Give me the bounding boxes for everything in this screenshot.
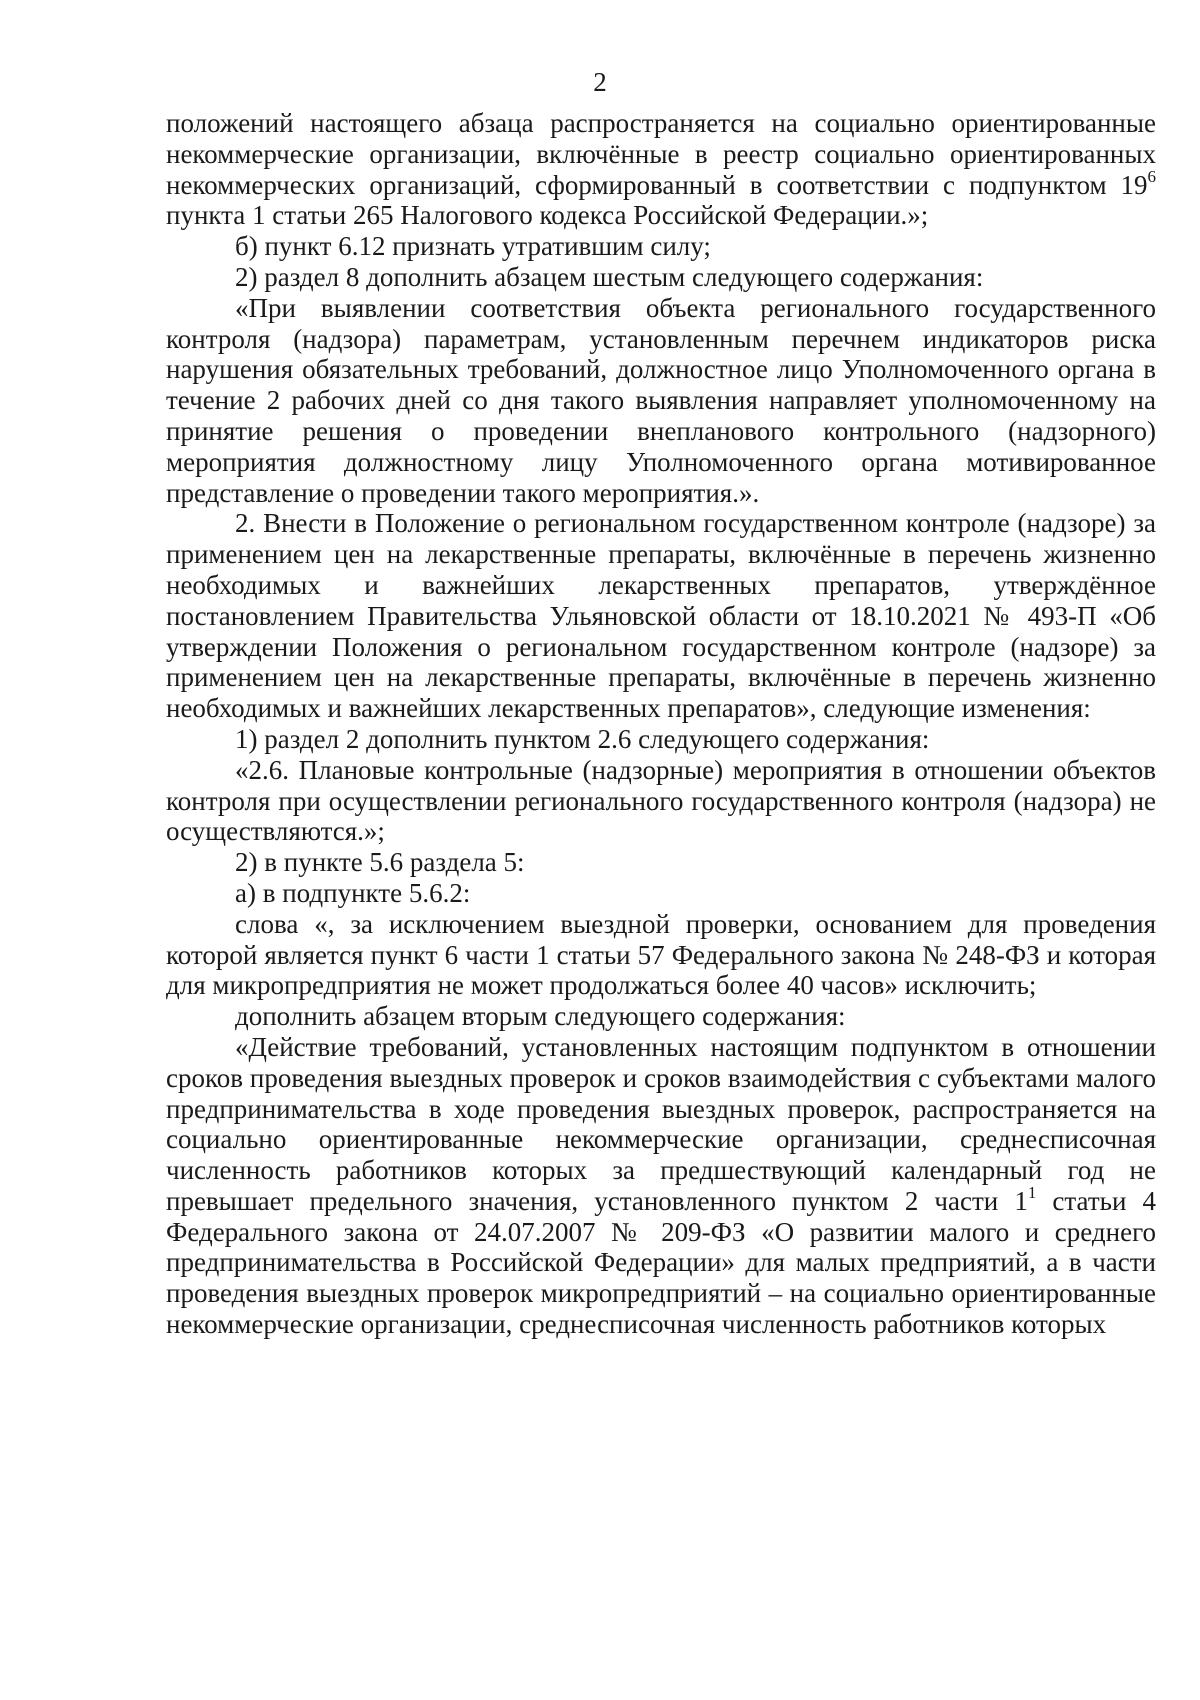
paragraph	[166, 262, 1156, 293]
text-run: 2) в пункте 5.6 раздела 5:	[235, 847, 525, 878]
superscript: 6	[1147, 166, 1156, 186]
superscript: 1	[1027, 1182, 1037, 1202]
paragraph	[166, 724, 1156, 755]
text-run: а) в подпункте 5.6.2:	[235, 877, 471, 908]
text-run: 2. Внести в Положение о региональном государственном контроле (надзоре) за применением цен на лекарственные препараты, включённые в перечень жизненно необходимых и важнейших лекарственных препаратов, утверждённое постановлением Правительства Ульяновской области от 18.10.2021 № 493-П «Об утверждении Положения о региональном государственном контроле (надзоре) за применением цен на лекарственные препараты, включённые в перечень жизненно необходимых и важнейших лекарственных препаратов», следующие изменения:	[166, 508, 1156, 724]
paragraph	[166, 1032, 1156, 1340]
paragraph	[166, 1001, 1156, 1032]
paragraph	[166, 108, 1156, 231]
text-run: б) пункт 6.12 признать утратившим силу;	[235, 231, 711, 262]
text-run: пункта 1 статьи 265 Налогового кодекса Российской Федерации.»;	[166, 200, 929, 231]
text-run: «При выявлении соответствия объекта регионального государственного контроля (надзора) параметрам, установленным перечнем индикаторов риска нарушения обязательных требований, должностное лицо Уполномоченного органа в течение 2 рабочих дней со дня такого выявления направляет уполномоченному на принятие решения о проведении внепланового контрольного (надзорного) мероприятия должностному лицу Уполномоченного органа мотивированное представление о проведении такого мероприятия.».	[166, 292, 1156, 508]
paragraph	[166, 909, 1156, 1001]
text-run: «2.6. Плановые контрольные (надзорные) мероприятия в отношении объектов контроля при осуществлении регионального государственного контроля (надзора) не осуществляются.»;	[166, 754, 1156, 847]
paragraph	[166, 231, 1156, 262]
paragraph	[166, 878, 1156, 909]
paragraph	[166, 293, 1156, 509]
paragraph	[166, 755, 1156, 847]
text-run: 2) раздел 8 дополнить абзацем шестым следующего содержания:	[235, 261, 984, 292]
paragraph	[166, 847, 1156, 878]
paragraph	[166, 508, 1156, 724]
text-run: дополнить абзацем вторым следующего содержания:	[235, 1001, 846, 1032]
text-run: «Действие требований, установленных настоящим подпунктом в отношении сроков проведения выездных проверок и сроков взаимодействия с субъектами малого предпринимательства в ходе проведения выездных проверок, распространяется на социально ориентированные некоммерческие организации, среднесписочная численность работников которых за предшествующий календарный год не превышает предельного значения, установленного пунктом 2 части 1	[166, 1031, 1156, 1216]
page-number: 2	[593, 67, 607, 97]
text-run: слова «, за исключением выездной проверки, основанием для проведения которой является пункт 6 части 1 статьи 57 Федерального закона № 248-ФЗ и которая для микропредприятия не может продолжаться более 40 часов» исключить;	[166, 908, 1156, 1001]
text-run: положений настоящего абзаца распространяется на социально ориентированные некоммерческие организации, включённые в реестр социально ориентированных некоммерческих организаций, сформированный в соответствии с подпунктом 19	[166, 108, 1156, 200]
text-run: 1) раздел 2 дополнить пунктом 2.6 следующего содержания:	[235, 723, 930, 754]
document-body	[166, 108, 1156, 1340]
text-run: статьи 4 Федерального закона от 24.07.2007 № 209-ФЗ «О развитии малого и среднего предпринимательства в Российской Федерации» для малых предприятий, а в части проведения выездных проверок микропредприятий – на социально ориентированные некоммерческие организации, среднесписочная численность работников которых	[166, 1185, 1156, 1340]
